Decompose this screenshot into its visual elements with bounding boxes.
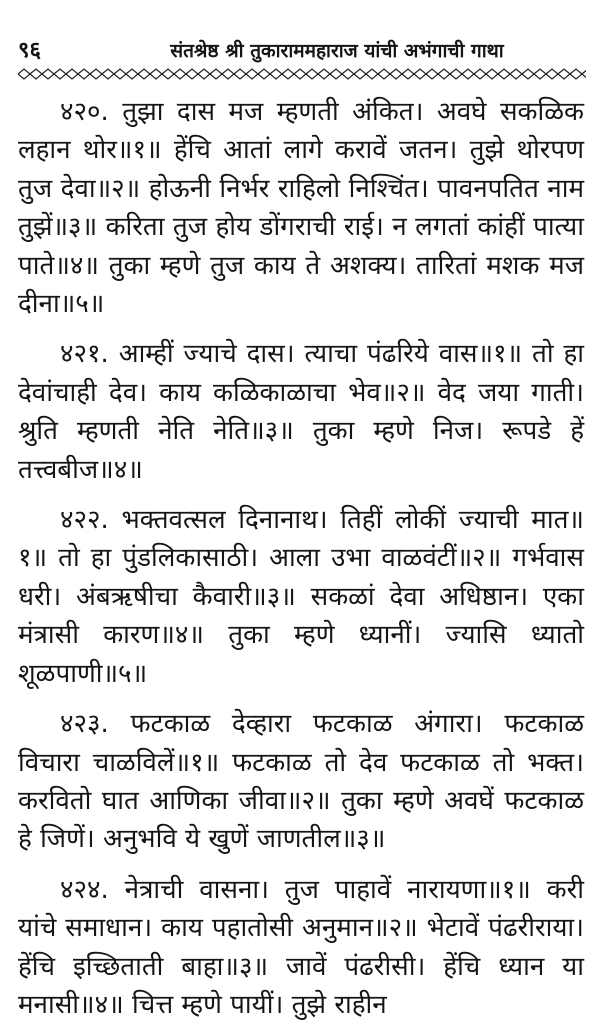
abhang-420: ४२०. तुझा दास मज म्हणती अंकित। अवघे सकळिक लहान थोर॥१॥ हेंचि आतां लागे करावें जतन। तुझे थोरपण तुज देवा॥२॥ होऊनी निर्भर राहिलो निश्चिंत। पावनपतित नाम तुझें॥३॥ करिता तुज होय डोंगराची राई। न लगतां कांहीं पात्या पाते॥४॥ तुका म्हणे तुज काय ते अशक्य। तारितां मशक मज दीना॥५॥ (18, 97, 584, 320)
abhang-421: ४२१. आम्हीं ज्याचे दास। त्याचा पंढरिये वास॥१॥ तो हा देवांचाही देव। काय कळिकाळाचा भेव॥२॥ वेद जया गाती। श्रुति म्हणती नेति नेति॥३॥ तुका म्हणे निज। रूपडे हें तत्त्वबीज॥४॥ (18, 339, 584, 485)
abhang-424: ४२४. नेत्राची वासना। तुज पाहावें नारायणा॥१॥ करी यांचे समाधान। काय पहातोसी अनुमान॥२॥ भेटावें पंढरीराया। हेंचि इच्छिताती बाहा॥३॥ जावें पंढरीसी। हेंचि ध्यान या मनासी॥४॥ चित्त म्हणे पायीं। तुझे राहीन (18, 874, 584, 1020)
running-title: संतश्रेष्ठ श्री तुकाराममहाराज यांची अभंगाची गाथा (170, 40, 504, 62)
page-number: ९६ (18, 38, 41, 63)
ornamental-divider-icon (18, 68, 586, 80)
page-header (18, 36, 586, 66)
page-body (18, 93, 584, 1036)
abhang-423: ४२३. फटकाळ देव्हारा फटकाळ अंगारा। फटकाळ विचारा चाळविलें॥१॥ फटकाळ तो देव फटकाळ तो भक्त। करवितो घात आणिका जीवा॥२॥ तुका म्हणे अवघें फटकाळ हे जिणें। अनुभवि ये खुणें जाणतील॥३॥ (18, 709, 584, 855)
abhang-422: ४२२. भक्तवत्सल दिनानाथ। तिहीं लोकीं ज्याची मात॥१॥ तो हा पुंडलिकासाठी। आला उभा वाळवंटीं॥२॥ गर्भवास धरी। अंबऋषीचा कैवारी॥३॥ सकळां देवा अधिष्ठान। एका मंत्रासी कारण॥४॥ तुका म्हणे ध्यानीं। ज्यासि ध्यातो शूळपाणी॥५॥ (18, 505, 584, 689)
ornamental-divider (18, 68, 586, 80)
